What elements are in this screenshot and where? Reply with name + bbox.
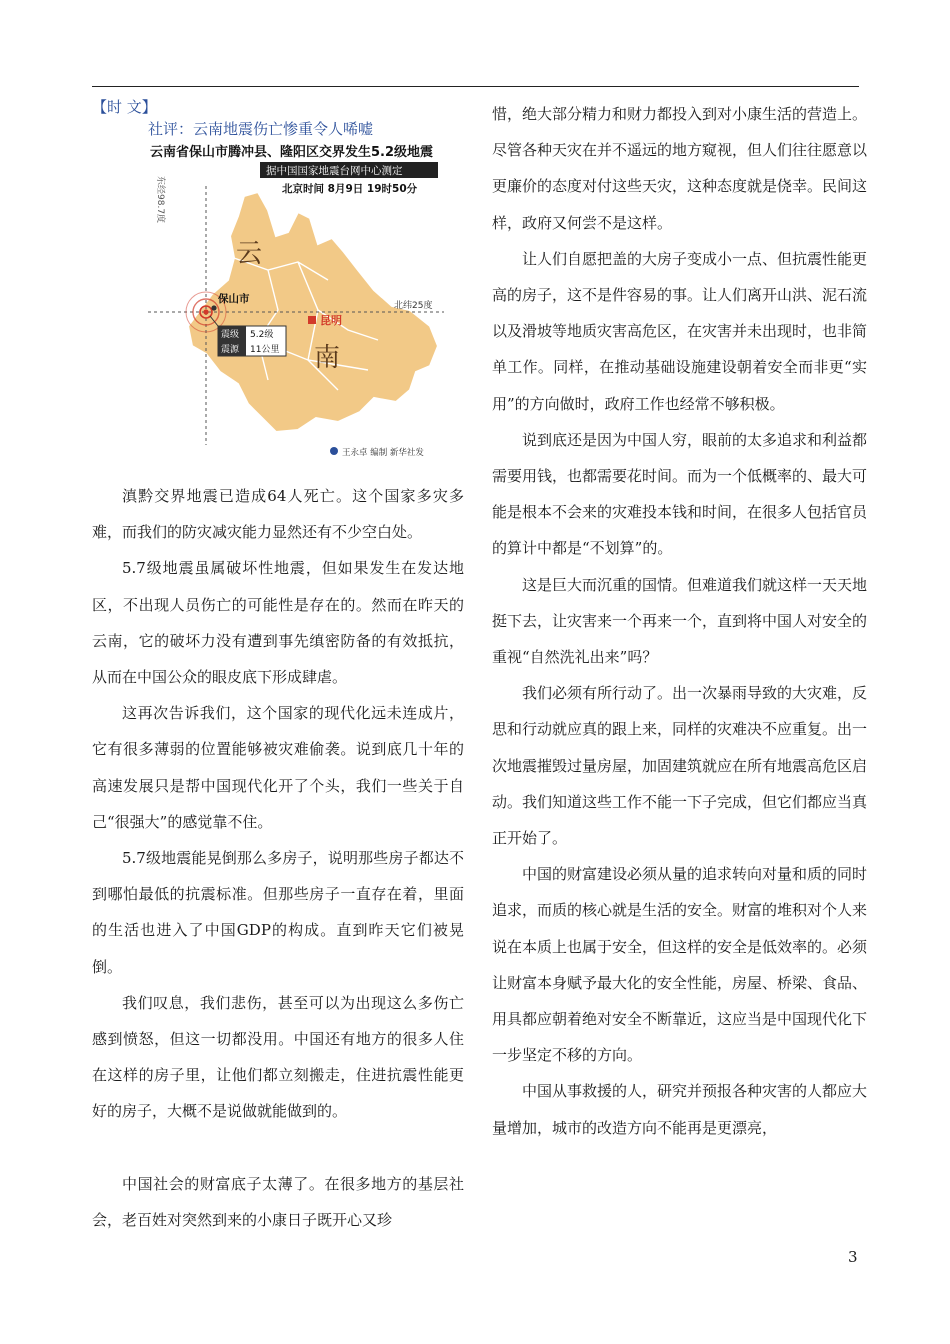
header-rule bbox=[92, 86, 859, 87]
left-paragraph-1: 滇黔交界地震已造成64人死亡。这个国家多灾多难，而我们的防灾减灾能力显然还有不少空白处。 bbox=[92, 487, 464, 542]
section-tag: 【时 文】 bbox=[92, 98, 157, 116]
right-paragraph-5: 我们必须有所行动了。出一次暴雨导致的大灾难，反思和行动就应真的跟上来，同样的灾难决不应重复。出一次地震摧毁过量房屋，加固建筑就应在所有地震高危区启动。我们知道这些工作不能一下子完成，但它们都应当真正开始了。 bbox=[492, 684, 868, 848]
capital-marker bbox=[308, 316, 316, 324]
left-paragraph-4: 5.7级地震能晃倒那么多房子，说明那些房子都达不到哪怕最低的抗震标准。但那些房子一直存在着，里面的生活也进入了中国GDP的构成。直到昨天它们被晃倒。 bbox=[92, 849, 464, 976]
xinhua-logo-icon bbox=[330, 447, 338, 455]
article-subtitle: 社评：云南地震伤亡惨重令人唏嘘 bbox=[148, 120, 374, 138]
right-column bbox=[492, 96, 867, 1146]
map-wrap bbox=[92, 140, 464, 470]
magnitude-label: 震级 bbox=[221, 330, 240, 340]
magnitude-value: 5.2级 bbox=[250, 330, 274, 340]
left-column bbox=[92, 96, 464, 1238]
right-paragraph-1: 惜，绝大部分精力和财力都投入到对小康生活的营造上。尽管各种天灾在并不遥远的地方窥视，但人们往往愿意以更廉价的态度对付这些天灾，这种态度就是侥幸。民间这样，政府又何尝不是这样。 bbox=[492, 105, 868, 232]
page-number: 3 bbox=[848, 1248, 858, 1266]
map-city-capital: 昆明 bbox=[320, 314, 342, 327]
map-credit: 王永卓 编制 新华社发 bbox=[342, 448, 424, 458]
left-paragraph-2: 5.7级地震虽属破坏性地震，但如果发生在发达地区，不出现人员伤亡的可能性是存在的。然而在昨天的云南，它的破坏力没有遭到事先缜密防备的有效抵抗，从而在中国公众的眼皮底下形成肆虐。 bbox=[92, 559, 464, 687]
right-paragraph-7: 中国从事救援的人，研究并预报各种灾害的人都应大量增加，城市的改造方向不能再是更漂亮， bbox=[492, 1082, 868, 1137]
left-paragraph-6: 中国社会的财富底子太薄了。在很多地方的基层社会，老百姓对突然到来的小康日子既开心又珍 bbox=[92, 1174, 464, 1229]
map-svg bbox=[148, 140, 444, 460]
depth-label: 震源 bbox=[221, 345, 240, 355]
depth-value: 11公里 bbox=[250, 345, 280, 355]
map-city-epicenter: 保山市 bbox=[218, 293, 250, 305]
map-headline: 云南省保山市腾冲县、隆阳区交界发生5.2级地震 bbox=[150, 145, 434, 160]
right-paragraph-4: 这是巨大而沉重的国情。但难道我们就这样一天天地挺下去，让灾害来一个再来一个，直到将中国人对安全的重视“自然洗礼出来”吗？ bbox=[492, 575, 868, 667]
map-latitude-label: 北纬25度 bbox=[394, 301, 433, 311]
map-longitude-label: 东经98.7度 bbox=[155, 176, 165, 224]
right-paragraph-3: 说到底还是因为中国人穷，眼前的太多追求和利益都需要用钱，也都需要花时间。而为一个低概率的、最大可能是根本不会来的灾难投本钱和时间，在很多人包括官员的算计中都是“不划算”的。 bbox=[492, 430, 868, 558]
province-char-1: 云 bbox=[236, 239, 263, 269]
epicenter-dot bbox=[203, 309, 208, 314]
map-time: 北京时间 8月9日 19时50分 bbox=[282, 183, 418, 195]
map-source: 据中国国家地震台网中心测定 bbox=[266, 165, 403, 177]
province-char-2: 南 bbox=[314, 343, 341, 373]
right-paragraph-6: 中国的财富建设必须从量的追求转向对量和质的同时追求，而质的核心就是生活的安全。财富的堆积对个人来说在本质上也属于安全，但这样的安全是低效率的。必须让财富本身赋予最大化的安全性能，房屋、桥梁、食品、用具都应朝着绝对安全不断靠近，这应当是中国现代化下一步坚定不移的方向。 bbox=[492, 865, 868, 1065]
baoshan-city-dot bbox=[211, 305, 216, 310]
earthquake-map bbox=[148, 140, 444, 460]
map-spacer bbox=[92, 470, 464, 478]
left-paragraph-5: 我们叹息，我们悲伤，甚至可以为出现这么多伤亡感到愤怒，但这一切都没用。中国还有地方的很多人住在这样的房子里，让他们都立刻搬走，住进抗震性能更好的房子，大概不是说做就能做到的。 bbox=[92, 993, 464, 1121]
right-paragraph-2: 让人们自愿把盖的大房子变成小一点、但抗震性能更高的房子，这不是件容易的事。让人们离开山洪、泥石流以及滑坡等地质灾害高危区，在灾害并未出现时，也非简单工作。同样，在推动基础设施建设朝着安全而非更“实用”的方向做时，政府工作也经常不够积极。 bbox=[492, 249, 868, 413]
left-paragraph-3: 这再次告诉我们，这个国家的现代化远未连成片，它有很多薄弱的位置能够被灾难偷袭。说到底几十年的高速发展只是帮中国现代化开了个头，我们一些关于自己“很强大”的感觉靠不住。 bbox=[92, 704, 464, 831]
